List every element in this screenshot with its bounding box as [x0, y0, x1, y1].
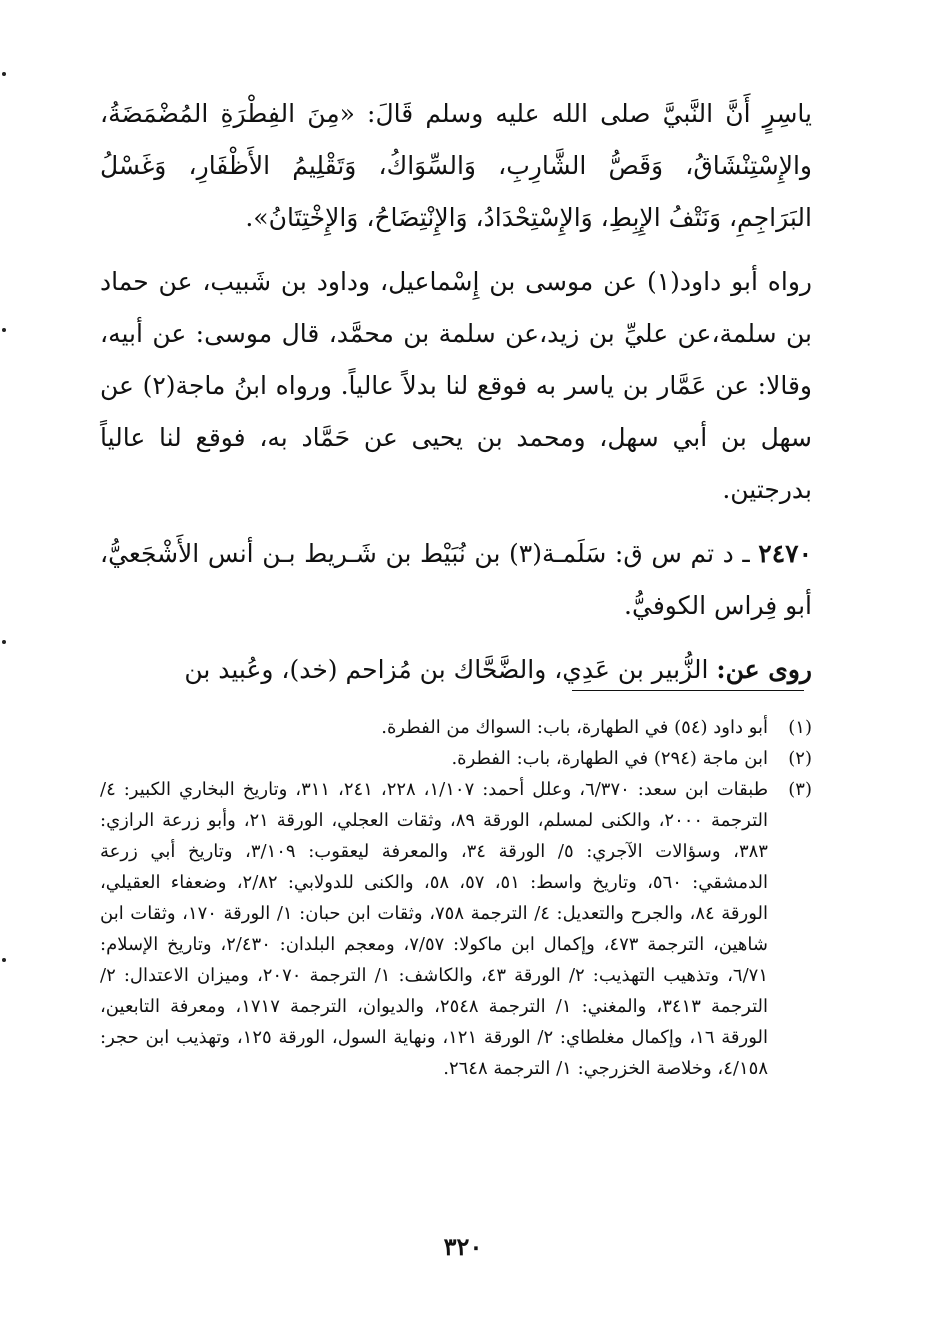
takhrij-paragraph: رواه أبو داود(١) عن موسى بن إِسْماعيل، وداود بن شَبيب، عن حماد بن سلمة،عن عليِّ بن زيد،عن سلمة بن محمَّد، قال موسى: عن أبيه، وقالا: عن عَمَّار بن ياسر به فوقع لنا بدلاً عالياً. ورواه ابنُ ماجة(٢) عن سهل بن أبي سهل، ومحمد بن يحيى عن حَمَّاد به، فوقع لنا عالياً بدرجتين. — [100, 267, 812, 504]
hadith-paragraph: ياسِرٍ أَنَّ النَّبيَّ صلى الله عليه وسلم قَالَ: «مِنَ الفِطْرَةِ المُضْمَضَةُ، والإِسْتِنْشَاقُ، وَقَصُّ الشَّارِبِ، وَالسِّوَاكُ، وَتَقْلِيمُ الأَظْفَارِ، وَغَسْلُ البَرَاجِمِ، وَنَتْفُ الإِبِطِ، وَالإِسْتِحْدَادُ، وَالإِنْتِضَاحُ، وَالإِخْتِتَانُ». — [100, 99, 812, 232]
footnotes — [100, 712, 812, 1084]
main-text — [100, 88, 812, 708]
narrated-from-text: الزُّبير بن عَدِي، والضَّحَّاك بن مُزاحم (خد)، وعُبيد بن — [184, 655, 717, 684]
footnote-text: أبو داود (٥٤) في الطهارة، باب: السواك من الفطرة. — [381, 717, 768, 738]
narrated-from-label: روى عن: — [716, 655, 812, 684]
footnote — [100, 743, 812, 774]
margin-mark — [2, 328, 6, 332]
margin-mark — [2, 640, 6, 644]
footnote-number: (١) — [788, 717, 812, 738]
footnote-text: طبقات ابن سعد: ٦/٣٧٠، وعلل أحمد: ١/١٠٧، ٢٢٨، ٢٤١، ٣١١، وتاريخ البخاري الكبير: ٤/ الترجمة ٢٠٠٠، والكنى لمسلم، الورقة ٨٩، وثقات العجلي، الورقة ٢١، وأبو زرعة الرازي: ٣٨٣، وسؤالات الآجري: ٥/ الورقة ٣٤، والمعرفة ليعقوب: ٣/١٠٩، وتاريخ أبي زرعة الدمشقي: ٥٦٠، وتاريخ واسط: ٥١، ٥٧، ٥٨، والكنى للدولابي: ٢/٨٢، وضعفاء العقيلي، الورقة ٨٤، والجرح والتعديل: ٤/ الترجمة ٧٥٨، وثقات ابن حبان: ١/ الورقة ١٧٠، وثقات ابن شاهين، الترجمة ٤٧٣، وإكمال ابن ماكولا: ٧/٥٧، ومعجم البلدان: ٢/٤٣٠، وتاريخ الإسلام: ٦/٧١، وتذهيب التهذيب: ٢/ الورقة ٤٣، والكاشف: ١/ الترجمة ٢٠٧٠، وميزان الاعتدال: ٢/ الترجمة ٣٤١٣، والمغني: ١/ الترجمة ٢٥٤٨، والديوان، الترجمة ١٧١٧، ومعرفة التابعين، الورقة ١٦، وإكمال مغلطاي: ٢/ الورقة ١٢١، ونهاية السول، الورقة ١٢٥، وتهذيب ابن حجر: ٤/١٥٨، وخلاصة الخزرجي: ١/ الترجمة ٢٦٤٨. — [100, 779, 769, 1079]
footnote-number: (٢) — [788, 748, 812, 769]
narrated-from-paragraph — [100, 644, 812, 696]
footnote-text: ابن ماجة (٢٩٤) في الطهارة، باب: الفطرة. — [451, 748, 768, 769]
margin-mark — [2, 958, 6, 962]
margin-mark — [2, 72, 6, 76]
entry-number: ٢٤٧٠ — [758, 539, 813, 568]
biography-entry — [100, 528, 812, 632]
footnote-number: (٣) — [788, 779, 812, 800]
footnote — [100, 774, 812, 1084]
entry-heading: ـ د تم س ق: سَلَمـة(٣) بن نُبَيْط بن شَـريط بـن أنس الأَشْجَعيُّ، أبو فِراس الكوفيُّ. — [100, 539, 812, 620]
footnote-separator — [572, 690, 804, 691]
footnote — [100, 712, 812, 743]
page-number: ٣٢٠ — [443, 1232, 483, 1261]
